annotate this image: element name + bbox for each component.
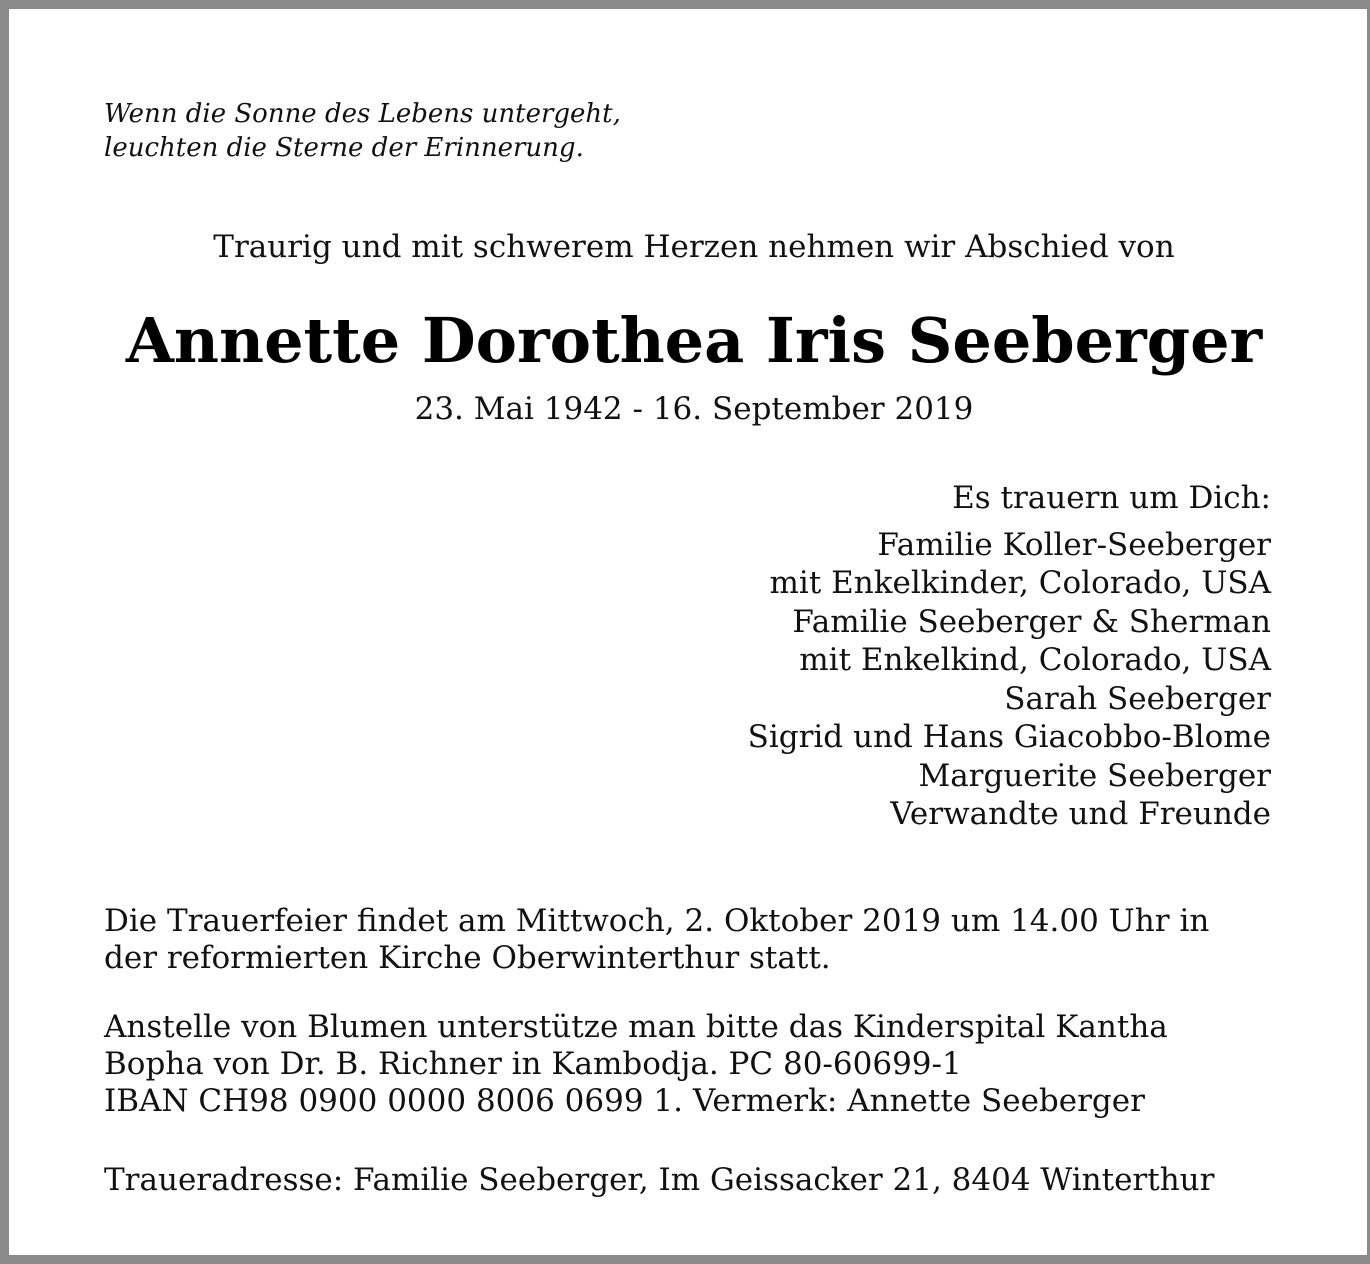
intro-text: Traurig und mit schwerem Herzen nehmen wir Abschied von <box>213 229 1175 265</box>
motto-line-2: leuchten die Sterne der Erinnerung. <box>104 133 584 163</box>
mourners-list <box>748 479 1271 834</box>
mourner-line: mit Enkelkinder, Colorado, USA <box>769 565 1271 601</box>
ceremony-paragraph <box>104 903 1284 977</box>
life-dates: 23. Mai 1942 - 16. September 2019 <box>414 391 974 427</box>
mourner-line: mit Enkelkind, Colorado, USA <box>799 642 1271 678</box>
donation-line-2: Bopha von Dr. B. Richner in Kambodja. PC 80-60699-1 <box>104 1046 962 1082</box>
mourner-line: Sarah Seeberger <box>1004 680 1271 717</box>
mourner-line: Verwandte und Freunde <box>890 796 1271 832</box>
mourner-line: Marguerite Seeberger <box>918 757 1271 794</box>
donation-line-1: Anstelle von Blumen unterstütze man bitte das Kinderspital Kantha <box>104 1009 1168 1045</box>
ceremony-line-1: Die Trauerfeier findet am Mittwoch, 2. Oktober 2019 um 14.00 Uhr in <box>104 903 1210 939</box>
ceremony-line-2: der reformierten Kirche Oberwinterthur statt. <box>104 940 831 976</box>
mourner-line: Familie Koller-Seeberger <box>877 526 1271 563</box>
motto-quote <box>104 97 621 165</box>
donation-line-3: IBAN CH98 0900 0000 8006 0699 1. Vermerk: Annette Seeberger <box>104 1083 1145 1119</box>
deceased-name: Annette Dorothea Iris Seeberger <box>125 304 1263 377</box>
mourner-line: Sigrid und Hans Giacobbo-Blome <box>747 719 1271 755</box>
address-paragraph: Traueradresse: Familie Seeberger, Im Geissacker 21, 8404 Winterthur <box>104 1162 1215 1198</box>
donation-paragraph <box>104 1009 1284 1120</box>
mourner-line: Familie Seeberger & Sherman <box>792 603 1271 640</box>
motto-line-1: Wenn die Sonne des Lebens untergeht, <box>104 99 621 129</box>
mourners-heading: Es trauern um Dich: <box>952 480 1271 516</box>
